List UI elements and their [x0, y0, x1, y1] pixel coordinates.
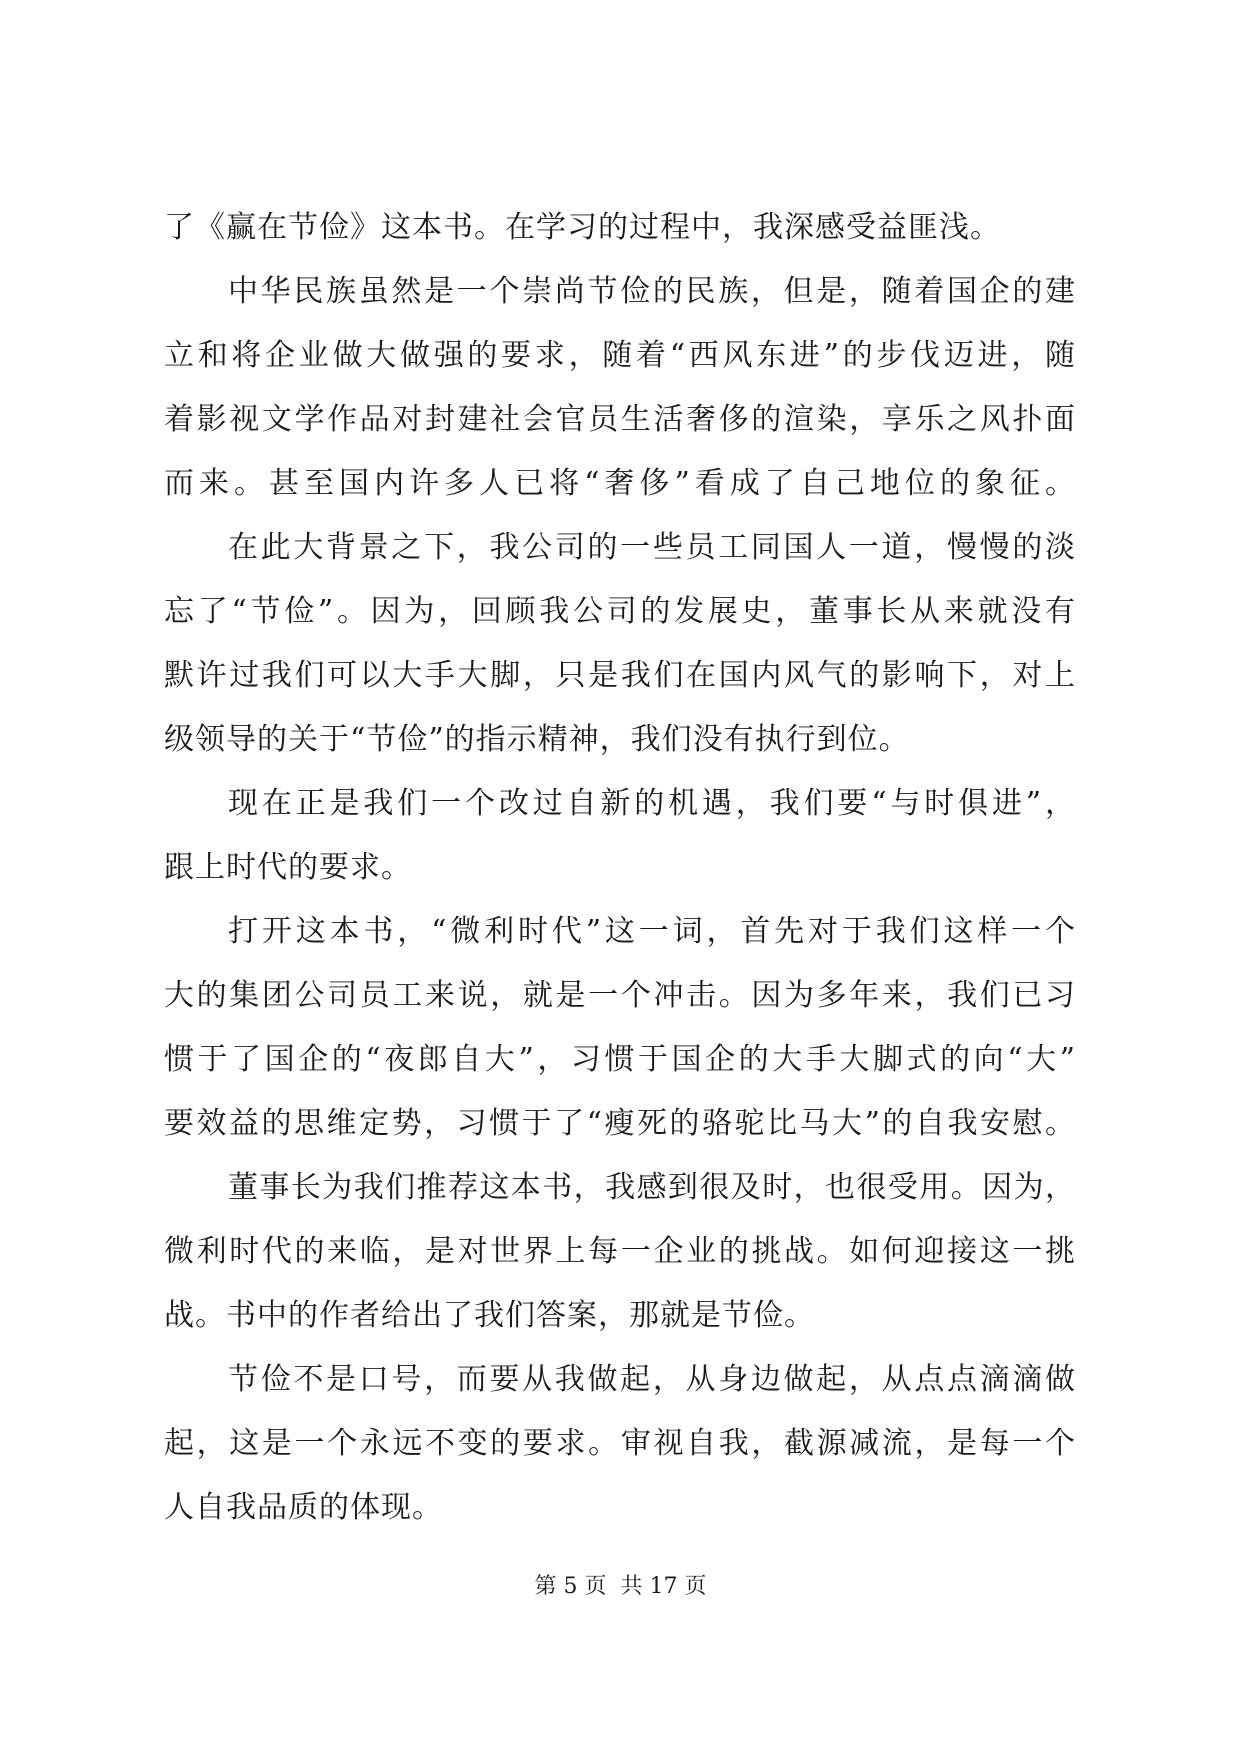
text-line: 中华民族虽然是一个崇尚节俭的民族，但是，随着国企的建 — [228, 274, 1076, 309]
page-footer — [0, 1572, 1241, 1602]
text-line: 现在正是我们一个改过自新的机遇，我们要“与时俱进”， — [228, 786, 1076, 821]
text-line: 默许过我们可以大手大脚，只是我们在国内风气的影响下，对上 — [164, 658, 1076, 693]
document-body — [164, 196, 1076, 1540]
paragraph-1 — [164, 196, 1076, 260]
text-line: 而来。甚至国内许多人已将“奢侈”看成了自己地位的象征。 — [164, 466, 1076, 501]
text-line: 跟上时代的要求。 — [164, 850, 412, 885]
text-line: 忘了“节俭”。因为，回顾我公司的发展史，董事长从来就没有 — [164, 594, 1076, 629]
paragraph-4 — [164, 772, 1076, 900]
text-line: 微利时代的来临，是对世界上每一企业的挑战。如何迎接这一挑 — [164, 1234, 1076, 1269]
page-number: 第 5 页 共 17 页 — [534, 1574, 707, 1599]
text-line: 打开这本书，“微利时代”这一词，首先对于我们这样一个 — [228, 914, 1076, 949]
text-line: 立和将企业做大做强的要求，随着“西风东进”的步伐迈进，随 — [164, 338, 1076, 373]
text-line: 起，这是一个永远不变的要求。审视自我，截源减流，是每一个 — [164, 1426, 1076, 1461]
paragraph-3 — [164, 516, 1076, 772]
text-line: 惯于了国企的“夜郎自大”，习惯于国企的大手大脚式的向“大” — [164, 1042, 1076, 1077]
text-line: 着影视文学作品对封建社会官员生活奢侈的渲染，享乐之风扑面 — [164, 402, 1076, 437]
paragraph-2 — [164, 260, 1076, 516]
text-line: 战。书中的作者给出了我们答案，那就是节俭。 — [164, 1298, 815, 1333]
text-line: 级领导的关于“节俭”的指示精神，我们没有执行到位。 — [164, 722, 910, 757]
paragraph-7 — [164, 1348, 1076, 1540]
text-line: 要效益的思维定势，习惯于了“瘦死的骆驼比马大”的自我安慰。 — [164, 1106, 1076, 1141]
text-line: 了《赢在节俭》这本书。在学习的过程中，我深感受益匪浅。 — [164, 210, 1001, 245]
text-line: 董事长为我们推荐这本书，我感到很及时，也很受用。因为， — [228, 1170, 1076, 1205]
text-line: 大的集团公司员工来说，就是一个冲击。因为多年来，我们已习 — [164, 978, 1076, 1013]
text-line: 在此大背景之下，我公司的一些员工同国人一道，慢慢的淡 — [228, 530, 1076, 565]
text-line: 节俭不是口号，而要从我做起，从身边做起，从点点滴滴做 — [228, 1362, 1076, 1397]
paragraph-5 — [164, 900, 1076, 1156]
paragraph-6 — [164, 1156, 1076, 1348]
text-line: 人自我品质的体现。 — [164, 1490, 443, 1525]
